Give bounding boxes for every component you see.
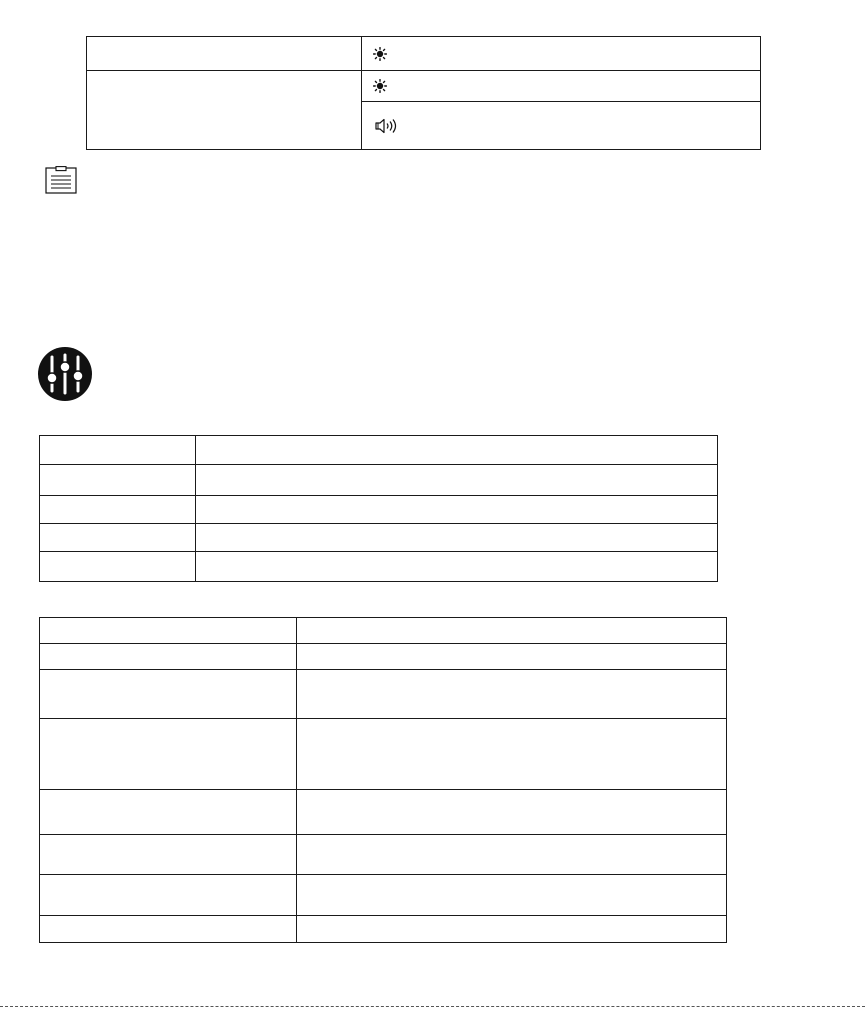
sun-icon <box>373 47 387 61</box>
table-cell <box>196 465 718 496</box>
table-cell <box>40 916 297 943</box>
table-row <box>40 496 718 524</box>
table-cell <box>40 875 297 916</box>
table-cell <box>40 670 297 719</box>
table-cell <box>40 465 196 496</box>
table-row <box>40 875 727 916</box>
table-row <box>40 670 727 719</box>
table-cell <box>297 875 727 916</box>
top-table <box>86 36 761 150</box>
bottom-table <box>39 617 727 943</box>
table-cell <box>297 835 727 875</box>
table-cell <box>196 436 718 465</box>
table-row <box>40 524 718 552</box>
table-cell <box>362 102 761 150</box>
table-cell <box>297 670 727 719</box>
table-cell <box>87 37 362 71</box>
table-row <box>87 37 761 71</box>
table-cell <box>196 552 718 582</box>
table-cell <box>40 618 297 644</box>
table-cell <box>40 719 297 790</box>
table-row <box>40 835 727 875</box>
table-row <box>40 790 727 835</box>
table-row <box>40 916 727 943</box>
table-cell <box>196 496 718 524</box>
table-cell <box>40 552 196 582</box>
table-row <box>40 719 727 790</box>
table-row <box>87 71 761 102</box>
table-cell <box>40 496 196 524</box>
middle-table <box>39 435 718 582</box>
table-cell <box>297 618 727 644</box>
table-cell <box>40 436 196 465</box>
table-cell <box>362 37 761 71</box>
sun-icon <box>373 79 387 93</box>
table-cell <box>297 790 727 835</box>
table-cell <box>196 524 718 552</box>
table-cell <box>297 916 727 943</box>
table-cell <box>362 71 761 102</box>
table-cell <box>40 835 297 875</box>
page-bottom-divider <box>0 1006 865 1007</box>
note-icon <box>45 166 77 194</box>
table-row <box>40 465 718 496</box>
table-cell <box>297 719 727 790</box>
table-cell <box>40 524 196 552</box>
table-row <box>40 552 718 582</box>
speaker-icon <box>373 118 399 134</box>
table-row <box>40 618 727 644</box>
table-cell <box>297 644 727 670</box>
table-row <box>40 644 727 670</box>
table-cell <box>87 71 362 150</box>
table-cell <box>40 644 297 670</box>
settings-sliders-icon <box>38 347 92 401</box>
table-row <box>40 436 718 465</box>
table-cell <box>40 790 297 835</box>
